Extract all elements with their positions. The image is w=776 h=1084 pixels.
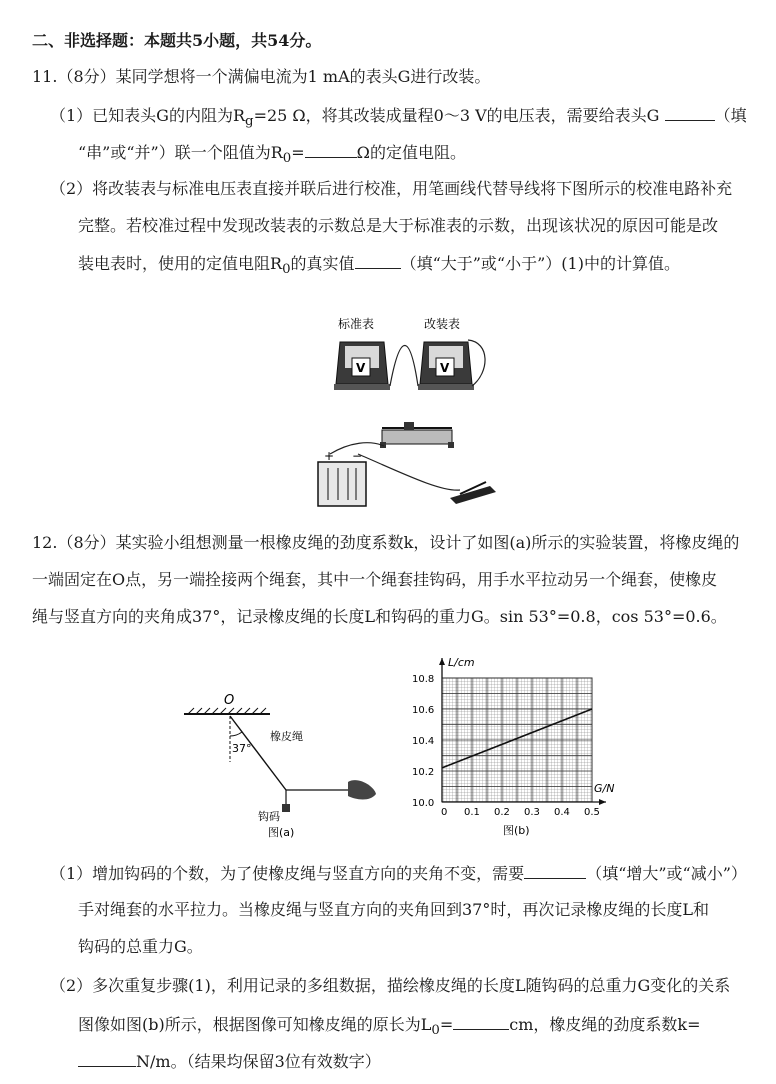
- wire: [358, 454, 460, 490]
- x-tick-label: 0.2: [494, 807, 510, 818]
- text-run: （填: [714, 106, 747, 125]
- q11-part1-line1: [50, 104, 747, 133]
- figure-b-caption: 图(b): [503, 824, 530, 837]
- subscript: 0: [282, 151, 292, 167]
- section-header: 二、非选择题：本题共5小题，共54分。: [32, 31, 322, 50]
- text-run: （填“大于”或“小于”）(1)中的计算值。: [400, 254, 680, 273]
- answer-blank[interactable]: [305, 141, 357, 158]
- modified-meter-label: 改装表: [424, 317, 461, 331]
- q12-part2-line1: （2）多次重复步骤(1)，利用记录的多组数据，描绘橡皮绳的长度L随钩码的总重力G变化的关系: [50, 976, 731, 995]
- plus-terminal: +: [324, 449, 335, 463]
- x-tick-label: 0.4: [554, 807, 570, 818]
- origin-label: 0: [441, 807, 448, 818]
- answer-blank[interactable]: [665, 104, 715, 121]
- weight-label: 钩码: [258, 810, 280, 823]
- q12-part2-line3: [78, 1050, 381, 1073]
- text-run: （填“增大”或“减小”）: [586, 864, 747, 883]
- figure-a-caption: 图(a): [268, 826, 295, 839]
- answer-blank[interactable]: [78, 1050, 136, 1067]
- chart-grid: [442, 678, 592, 802]
- text-run: =: [439, 1015, 454, 1034]
- text-run: （1）已知表头G的内阻为R: [50, 106, 246, 125]
- y-axis-label: L/cm: [448, 656, 475, 669]
- x-tick-label: 0.3: [524, 807, 540, 818]
- q12-stem-line1: 12.（8分）某实验小组想测量一根橡皮绳的劲度系数k，设计了如图(a)所示的实验装置，将橡皮绳的: [32, 533, 740, 552]
- q11-part2-line3: [78, 252, 680, 281]
- answer-blank[interactable]: [524, 862, 586, 879]
- q12-stem-line2: 一端固定在O点，另一端拴接两个绳套，其中一个绳套挂钩码，用手水平拉动另一个绳套，使橡皮: [32, 570, 718, 589]
- rope-label: 橡皮绳: [270, 730, 303, 743]
- y-tick-label: 10.6: [412, 705, 435, 716]
- subscript: g: [245, 114, 254, 130]
- battery[interactable]: [318, 449, 366, 506]
- text-run: （1）增加钩码的个数，为了使橡皮绳与竖直方向的夹角不变，需要: [50, 864, 525, 883]
- y-tick-label: 10.4: [412, 736, 435, 747]
- rheostat[interactable]: [380, 422, 454, 448]
- q12-part1-line1: [50, 862, 747, 885]
- figure-a: [180, 690, 390, 840]
- q11-part2-line1: （2）将改装表与标准电压表直接并联后进行校准，用笔画线代替导线将下图所示的校准电路补充: [50, 179, 733, 198]
- standard-meter-label: 标准表: [338, 317, 375, 331]
- text-run: 的真实值: [290, 254, 355, 273]
- point-o-label: O: [224, 693, 235, 708]
- hand-icon: [348, 780, 376, 799]
- x-axis-label: G/N: [594, 782, 615, 795]
- standard-voltmeter[interactable]: [334, 342, 390, 390]
- text-run: =: [291, 143, 305, 162]
- x-axis-arrow: [599, 799, 606, 805]
- text-run: “串”或“并”）联一个阻值为R: [78, 143, 283, 162]
- answer-blank[interactable]: [355, 252, 401, 269]
- y-tick-label: 10.2: [412, 767, 435, 778]
- text-run: N/m。（结果均保留3位有效数字）: [136, 1052, 381, 1071]
- subscript: 0: [431, 1023, 440, 1039]
- x-tick-label: 0.5: [584, 807, 600, 818]
- angle-arc: [230, 732, 242, 736]
- text-run: =25 Ω，将其改装成量程0～3 V的电压表，需要给表头G: [253, 106, 660, 125]
- q11-part2-line2: 完整。若校准过程中发现改装表的示数总是大于标准表的示数，出现该状况的原因可能是改: [78, 216, 719, 235]
- q11-stem: 11.（8分）某同学想将一个满偏电流为1 mA的表头G进行改装。: [32, 67, 491, 86]
- calibration-circuit-figure: [300, 312, 500, 512]
- text-run: 图像如图(b)所示，根据图像可知橡皮绳的原长为L: [78, 1015, 432, 1034]
- minus-terminal: −: [352, 449, 363, 463]
- x-tick-label: 0.1: [464, 807, 480, 818]
- q12-part1-line3: 钩码的总重力G。: [78, 937, 203, 956]
- y-axis-arrow: [439, 658, 445, 665]
- wire: [390, 346, 418, 387]
- y-tick-label: 10.0: [412, 798, 435, 809]
- hook-weight: [282, 804, 290, 812]
- text-run: 装电表时，使用的定值电阻R: [78, 254, 283, 273]
- q12-part2-line2: [78, 1013, 701, 1042]
- q11-part1-line2: [78, 141, 466, 170]
- subscript: 0: [282, 262, 291, 278]
- y-tick-label: 10.8: [412, 674, 435, 685]
- figure-b-chart: [410, 642, 615, 842]
- voltmeter-symbol: V: [440, 361, 450, 375]
- q12-stem-line3: 绳与竖直方向的夹角成37°，记录橡皮绳的长度L和钩码的重力G。sin 53°=0.8，cos 53°=0.6。: [32, 607, 727, 626]
- modified-voltmeter[interactable]: [418, 342, 474, 390]
- answer-blank[interactable]: [453, 1013, 509, 1030]
- switch[interactable]: [450, 482, 496, 504]
- angle-label: 37°: [232, 742, 252, 755]
- text-run: Ω的定值电阻。: [356, 143, 466, 162]
- voltmeter-symbol: V: [356, 361, 366, 375]
- q12-part1-line2: 手对绳套的水平拉力。当橡皮绳与竖直方向的夹角回到37°时，再次记录橡皮绳的长度L和: [78, 900, 709, 919]
- text-run: cm，橡皮绳的劲度系数k=: [509, 1015, 701, 1034]
